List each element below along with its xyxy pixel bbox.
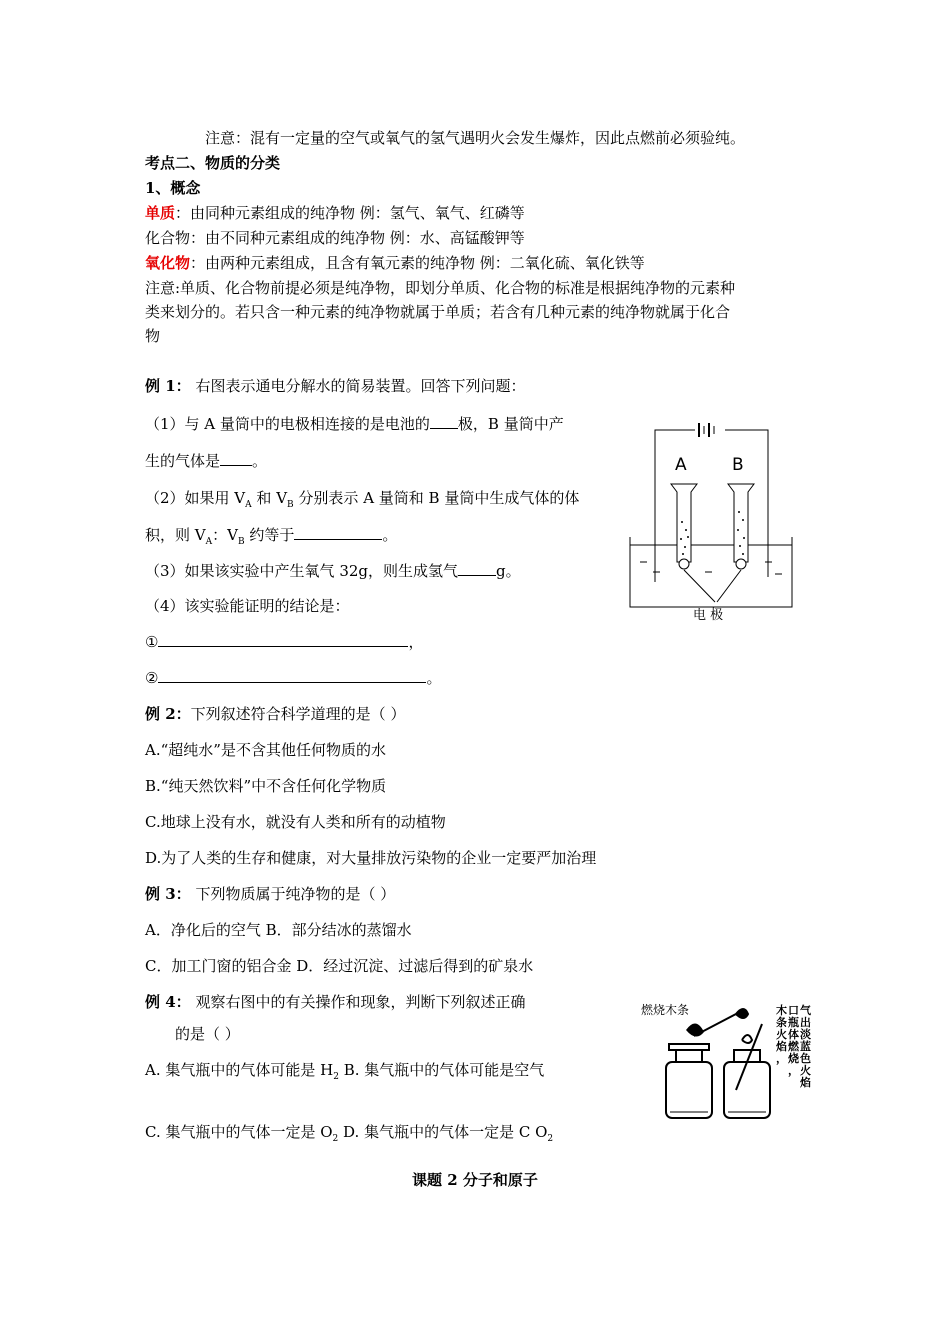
q3-text-a: （3）如果该实验中产生氧气 32g，则生成氢气 [145,562,459,580]
q2-text-f: 积，则 V [145,526,206,544]
example3-label: 例 3： [145,885,191,903]
c1-end: ， [408,633,424,651]
example4-options-cd[interactable] [145,1122,553,1149]
gas-bottle-figure [636,1000,816,1130]
conclusion-1-blank[interactable] [158,632,408,647]
example1-stem-text: 右图表示通电分解水的简易装置。回答下列问题： [190,377,526,395]
example3-stem [145,884,395,904]
flame-description-char: 条 [776,1016,787,1029]
q2-blank-ratio[interactable] [294,525,382,540]
flame-description-char: 色 [800,1052,811,1065]
burning-stick-label: 燃烧木条 [641,1003,690,1017]
flame-description-char: 火 [776,1028,787,1041]
flame-description-char: 木 [776,1004,787,1017]
next-topic-heading: 课题 2 分子和原子 [412,1171,538,1189]
q1-text-b: 极，B 量筒中产 [457,415,564,433]
flame-description-char: 火 [800,1064,811,1077]
example1-stem [145,376,525,396]
example4-option-a[interactable]: A. 集气瓶中的气体可能是 H [145,1061,334,1079]
example3-options-row2[interactable]: C．加工门窗的铝合金 D．经过沉淀、过滤后得到的矿泉水 [145,957,534,975]
flame-description-char: 蓝 [800,1040,811,1053]
def-oxide-term: 氧化物 [145,254,191,272]
example1-conclusion-2 [145,668,441,688]
safety-note: 注意：混有一定量的空气或氧气的氢气遇明火会发生爆炸，因此点燃前必须验纯。 [205,129,746,147]
q2-text-h: ：V [212,526,238,544]
def-element-text: ：由同种元素组成的纯净物 例：氢气、氧气、红磷等 [175,204,525,222]
def-element [145,203,525,223]
example1-q1-line2 [145,451,267,471]
c1-mark: ① [145,633,159,651]
example3-options-row1[interactable]: A．净化后的空气 B．部分结冰的蒸馏水 [145,921,412,939]
def-oxide [145,253,645,273]
def-note-2: 类来划分的。若只含一种元素的纯净物就属于单质；若含有几种元素的纯净物就属于化合 [145,303,731,321]
option-a-sub: 2 [333,1072,339,1082]
example2-stem-text: 下列叙述符合科学道理的是（ ） [190,705,406,723]
def-note-1: 注意:单质、化合物前提必须是纯净物，即划分单质、化合物的标准是根据纯净物的元素种 [145,279,736,297]
def-note-3: 物 [145,327,161,345]
flame-description-char: 体 [788,1028,799,1041]
q1-blank-pole[interactable] [430,414,458,429]
q1-text-d: 。 [252,452,268,470]
flame-description-char: 口 [788,1004,799,1017]
example2-option-c[interactable]: C.地球上没有水，就没有人类和所有的动植物 [145,813,446,831]
example1-q3 [145,561,521,581]
cylinder-b-label: B [732,455,744,475]
electrolysis-apparatus-figure [625,412,795,624]
flame-description-char: 出 [800,1016,811,1029]
example2-label: 例 2： [145,705,191,723]
flame-description-char: 烧 [788,1052,799,1065]
example4-stem-2: 的是（ ） [175,1025,240,1043]
c2-end: 。 [426,669,442,687]
example1-q2-line2 [145,525,397,552]
flame-description-char: 焰 [776,1040,787,1053]
flame-description-char: 淡 [800,1028,811,1041]
option-d-sub: 2 [547,1134,554,1144]
def-oxide-text: ：由两种元素组成，且含有氧元素的纯净物 例：二氧化硫、氧化铁等 [190,254,645,272]
flame-description-char: ， [788,1064,799,1077]
example1-q2-line1 [145,488,579,515]
q2-sub-g: A [205,537,213,547]
flame-description-char: 燃 [788,1040,799,1053]
q3-text-b: g。 [496,562,521,580]
q1-text-a: （1）与 A 量筒中的电极相连接的是电池的 [145,415,430,433]
q1-text-c: 生的气体是 [145,452,221,470]
concept-heading: 1、概念 [145,179,201,197]
example2-option-a[interactable]: A.“超纯水”是不含其他任何物质的水 [145,741,386,759]
example4-options-ab[interactable] [145,1060,544,1087]
q2-text-k: 。 [382,526,398,544]
def-compound: 化合物：由不同种元素组成的纯净物 例：水、高锰酸钾等 [145,229,525,247]
example2-option-b[interactable]: B.“纯天然饮料”中不含任何化学物质 [145,777,387,795]
example4-option-c[interactable]: C. 集气瓶中的气体一定是 O [145,1123,333,1141]
conclusion-2-blank[interactable] [158,668,426,683]
example2-option-d[interactable]: D.为了人类的生存和健康，对大量排放污染物的企业一定要严加治理 [145,849,597,867]
flame-description-char: 瓶 [788,1016,799,1029]
q2-text-c: 和 V [251,489,288,507]
option-c-sub: 2 [332,1134,339,1144]
example4-option-d[interactable]: D. 集气瓶中的气体一定是 C O [338,1123,548,1141]
flame-description [775,1003,812,1089]
electrode-label: 电 极 [693,608,724,623]
example4-stem-text: 观察右图中的有关操作和现象，判断下列叙述正确 [190,993,526,1011]
c2-mark: ② [145,669,159,687]
example4-label: 例 4： [145,993,191,1011]
cylinder-a-label: A [675,455,687,475]
def-element-term: 单质 [145,204,176,222]
q3-blank-mass[interactable] [458,561,496,576]
example1-q1-line1 [145,414,564,434]
q2-text-j: 约等于 [244,526,295,544]
section-heading: 考点二、物质的分类 [145,154,281,172]
example2-stem [145,704,405,724]
example1-conclusion-1 [145,632,423,652]
example1-q4: （4）该实验能证明的结论是： [145,597,350,615]
flame-description-char: 焰 [800,1076,811,1089]
example3-stem-text: 下列物质属于纯净物的是（ ） [190,885,396,903]
example4-stem [145,992,525,1012]
flame-description-char: ， [776,1052,787,1065]
q2-sub-a: A [245,500,252,510]
q2-sub-b: B [287,500,294,510]
q2-text-a: （2）如果用 V [145,489,246,507]
example4-option-b[interactable]: B. 集气瓶中的气体可能是空气 [338,1061,545,1079]
example1-label: 例 1： [145,377,191,395]
flame-description-char: 气 [800,1004,811,1017]
q2-text-e: 分别表示 A 量筒和 B 量筒中生成气体的体 [293,489,580,507]
q1-blank-gas[interactable] [220,451,252,466]
q2-sub-i: B [237,537,245,547]
